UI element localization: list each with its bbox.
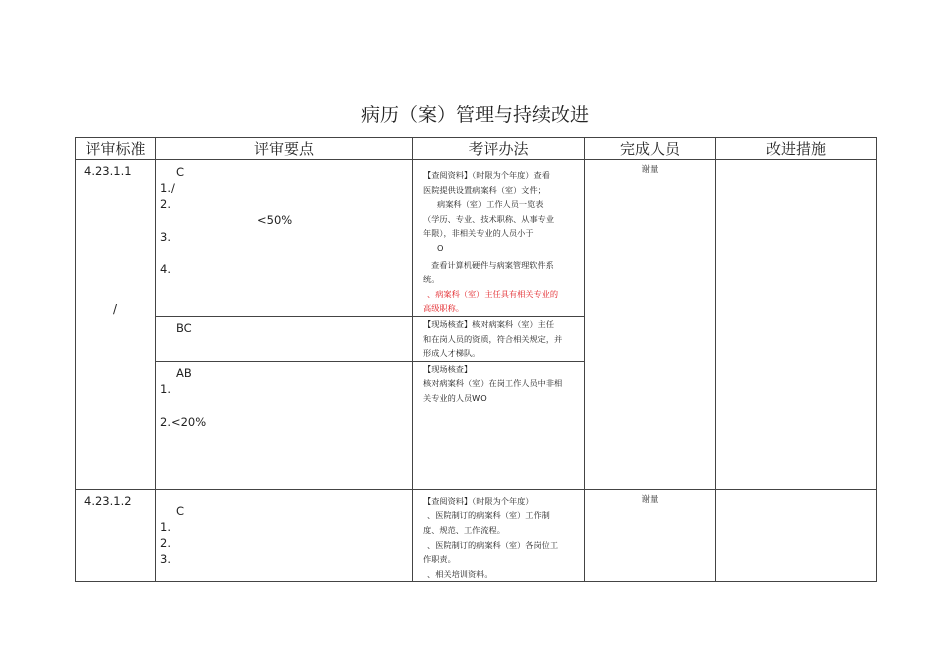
method-line: 和在岗人员的资质，符合相关规定，并 [423, 333, 563, 344]
method-cell [413, 316, 585, 361]
method-line: 统。 [423, 274, 440, 285]
method-line: 高级职称。 [423, 303, 464, 314]
measures-cell [716, 489, 877, 582]
method-line: 【查阅资料】（时限为个年度）查看 [423, 170, 550, 180]
evaluation-table [75, 137, 877, 582]
point-item: 1./ [160, 181, 175, 195]
method-cell [413, 489, 585, 582]
method-line: 、病案科（室）主任具有相关专业的 [427, 288, 559, 299]
method-line: 度、规范、工作流程。 [423, 524, 505, 535]
method-line: （学历、专业、技术职称、从事专业 [423, 213, 555, 224]
point-item: 2.<20% [160, 414, 207, 429]
grade-label: AB [176, 365, 192, 380]
standard-cell [76, 489, 156, 582]
header-points: 评审要点 [156, 138, 413, 160]
header-method: 考评办法 [413, 138, 585, 160]
person-cell: 谢量 [585, 489, 716, 582]
point-item: 2. [160, 197, 171, 211]
standard-id: 4.23.1.1 [84, 164, 132, 178]
point-item: 3. [160, 230, 171, 244]
method-line: 核对病案科（室）在岗工作人员中非相 [423, 378, 563, 389]
method-line: 、医院制订的病案科（室）各岗位工 [427, 539, 559, 550]
method-line: 关专业的人员WO [423, 392, 487, 403]
header-row [76, 138, 877, 160]
standard-mark: / [113, 302, 118, 316]
method-line: 年限），非相关专业的人员小于 [423, 228, 534, 239]
points-cell [156, 316, 413, 361]
method-line: 、医院制订的病案科（室）工作制 [427, 510, 550, 521]
method-line: 查看计算机硬件与病案管理软件系 [431, 259, 554, 270]
points-cell [156, 361, 413, 489]
method-line: 医院提供设置病案科（室）文件； [423, 184, 546, 195]
grade-label: C [176, 503, 185, 518]
header-standard: 评审标准 [76, 138, 156, 160]
standard-cell [76, 160, 156, 490]
grade-label: C [176, 165, 185, 179]
points-cell [156, 160, 413, 317]
method-cell [413, 160, 585, 317]
method-line: 、相关培训资料。 [427, 568, 493, 579]
method-line: 作职责。 [423, 554, 456, 565]
point-item: 4. [160, 262, 171, 276]
point-item: 2. [160, 535, 171, 550]
point-item: <50% [257, 213, 293, 227]
method-cell [413, 361, 585, 489]
point-item: 3. [160, 551, 171, 566]
method-line: 【现场核查】 [423, 363, 473, 374]
point-item: 1. [160, 519, 171, 534]
point-item: 1. [160, 381, 171, 396]
header-measures: 改进措施 [716, 138, 877, 160]
method-line: 【现场核查】核对病案科（室）主任 [423, 318, 555, 329]
method-line: 形成人才梯队。 [423, 348, 481, 359]
points-cell [156, 489, 413, 582]
table-row [76, 489, 877, 582]
method-line: 【查阅资料】（时限为个年度） [423, 495, 534, 506]
standard-id: 4.23.1.2 [84, 493, 132, 508]
measures-cell [716, 160, 877, 490]
page-title: 病历（案）管理与持续改进 [360, 104, 589, 126]
header-person: 完成人员 [585, 138, 716, 160]
method-line: 病案科（室）工作人员一览表 [437, 199, 544, 210]
method-line: O [437, 242, 444, 253]
person-cell: 谢量 [585, 160, 716, 490]
table-row [76, 160, 877, 317]
grade-label: BC [176, 320, 192, 335]
